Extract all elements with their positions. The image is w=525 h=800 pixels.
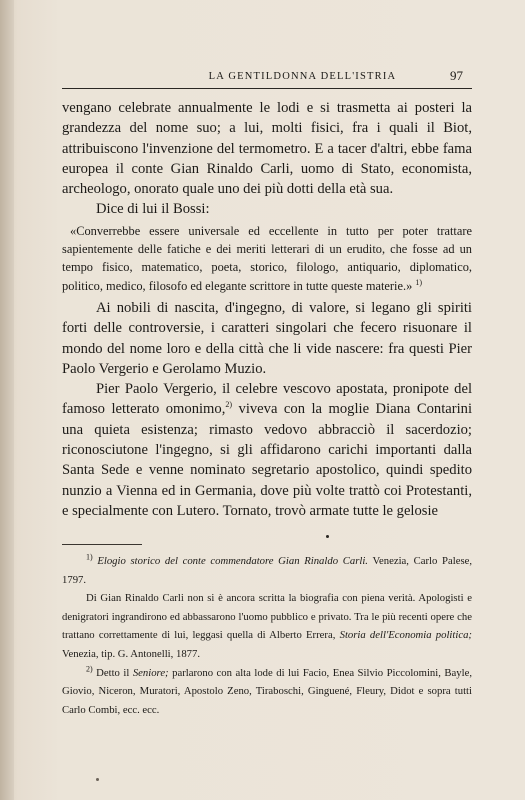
footnote-2 <box>62 664 472 720</box>
paragraph-4 <box>62 379 472 521</box>
block-quote <box>62 222 472 295</box>
footnote-1-title: Elogio storico del conte commendatore Gian Rinaldo Carli. <box>97 555 368 567</box>
footnote-ref-1: 1) <box>415 277 423 287</box>
paragraph-3: Ai nobili di nascita, d'ingegno, di valore, si legano gli spiriti forti delle controversie, i caratteri singolari che fecero risuonare il mondo del nome loro e della città che li vide nascere: fra questi Pier Paolo Vergerio e Gerolamo Muzio. <box>62 299 472 377</box>
paragraph-4-start: Pier Paolo Vergerio, il celebre vescovo apostata, pronipote del famoso letterato omonimo, <box>62 381 472 418</box>
page-gutter <box>0 0 14 800</box>
footnote-1b-start: Di Gian Rinaldo Carli non si è ancora scritta la biografia con piena verità. Apologisti e denigratori ingrandirono ed abbassarono l'uomo pubblico e privato. Tra le più recenti opere che trattano correttamente di lui, leggasi quella di Alberto Errera, <box>62 592 472 642</box>
footnotes <box>62 552 472 719</box>
main-text <box>62 98 472 521</box>
footnote-2-marker: 2) <box>86 664 93 673</box>
page-number: 97 <box>450 68 463 83</box>
footnote-1-continued <box>62 589 472 663</box>
footnote-2-start: Detto il <box>96 666 130 679</box>
print-mark <box>326 535 329 538</box>
paragraph-4-end: viveva con la moglie Diana Contarini una quieta esistenza; rimasto vedovo abbracciò il sacerdozio; riconosciutone l'ingegno, si gli affidarono carichi importanti dalla Santa Sede e venne nominato segretario apostolico, quindi spedito nunzio a Vienna ed in Germania, dove più volte trattò coi Protestanti, e specialmente con Lutero. Tornato, trovò armate tutte le gelosie <box>62 401 472 519</box>
header-rule <box>62 88 472 89</box>
footnote-1b-title: Storia dell'Economia politica; <box>339 629 472 642</box>
paper-speck <box>96 778 99 781</box>
footnote-2-title: Seniore; <box>132 666 169 679</box>
footnote-1b-end: Venezia, tip. G. Antonelli, 1877. <box>62 647 201 660</box>
paragraph-1: vengano celebrate annualmente le lodi e si trasmetta ai posteri la grandezza del nome suo; a lui, molti fisici, fra i quali il Biot, attribuiscono l'invenzione del termometro. E a tacer d'altri, ebbe fama europea il conte Gian Rinaldo Carli, uomo di Stato, economista, archeologo, onorato quale uno dei più dotti della età sua. <box>62 100 472 198</box>
running-title: LA GENTILDONNA DELL'ISTRIA <box>208 71 397 82</box>
footnote-1 <box>62 552 472 589</box>
paragraph-2: Dice di lui il Bossi: <box>96 201 210 218</box>
footnote-2-end: parlarono con alta lode di lui Facio, Enea Silvio Piccolomini, Bayle, Giovio, Niceron, Muratori, Apostolo Zeno, Tiraboschi, Ginguené, Fleury, Didot e sopra tutti Carlo Combi, ecc. ecc. <box>62 666 472 716</box>
quote-text: «Converrebbe essere universale ed eccellente in tutto per poter trattare sapientemente delle fatiche e dei meriti letterari di un erudito, che fosse ad un tempo fisico, matematico, poeta, storico, filologo, antiquario, diplomatico, politico, medico, filosofo ed elegante scrittore in tutte queste materie.» <box>62 223 472 293</box>
footnote-rule <box>62 544 142 545</box>
running-header <box>150 68 463 83</box>
footnote-1-rest: Venezia, Carlo Palese, 1797. <box>62 555 473 586</box>
footnote-1-marker: 1) <box>86 552 93 562</box>
footnote-ref-2: 2) <box>225 400 233 410</box>
